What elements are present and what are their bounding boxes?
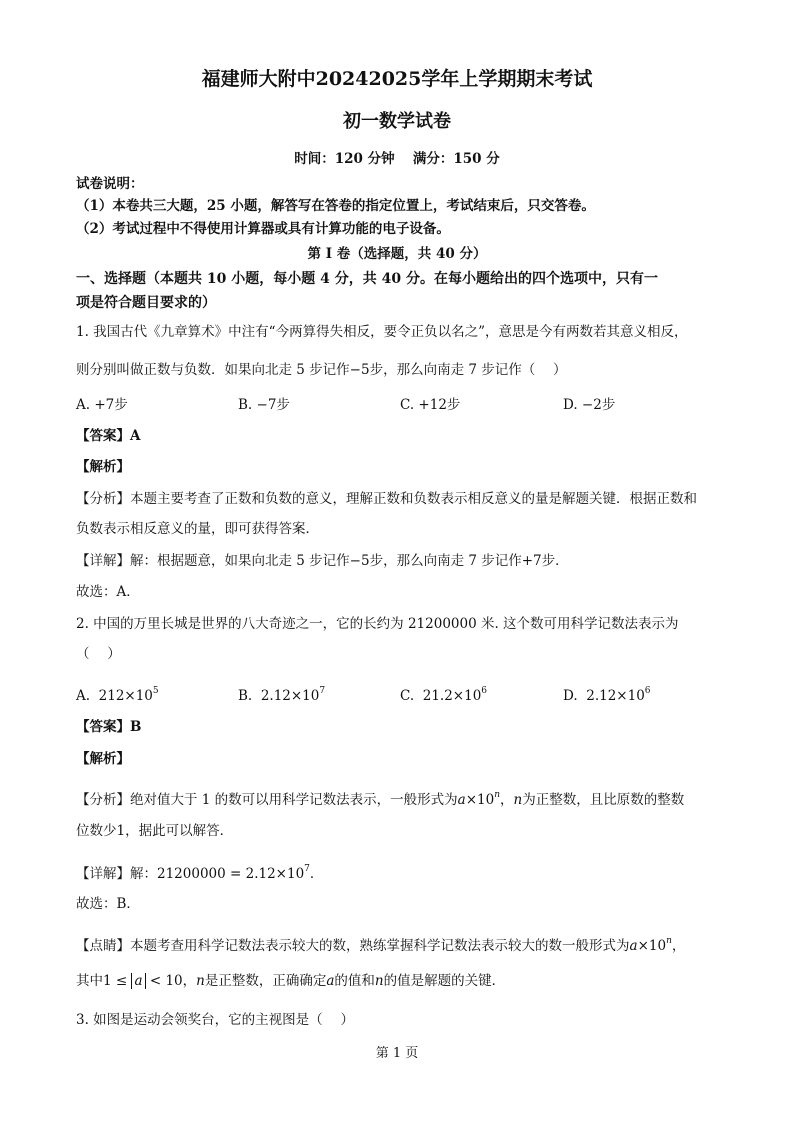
q2-option-d <box>563 682 651 705</box>
q2-answer: 【答案】B <box>76 719 142 735</box>
q2-dianjing-text: 【点睛】本题考查用科学记数法表示较大的数，熟练掌握科学记数法表示较大的数一般形式为 <box>76 938 630 954</box>
q2-qizhong-d: 的值和 <box>334 973 375 989</box>
exam-title: 福建师大附中20242025学年上学期期末考试 <box>201 68 593 90</box>
q2-choose: 故选：B． <box>76 896 140 912</box>
q2-stem-line1: 2. 中国的万里长城是世界的八大奇迹之一，它的长约为 21200000 米. 这个数可用科学记数法表示为 <box>76 616 679 632</box>
q2-option-d-base: 2.12×10 <box>586 688 645 704</box>
q2-fenxi-n: n <box>513 792 523 808</box>
q2-option-b-base: 2.12×10 <box>260 688 320 704</box>
q2-option-d-label: D. <box>563 688 578 704</box>
q2-detail-exp: 7 <box>304 864 310 874</box>
q2-qizhong-a3: a <box>326 973 335 989</box>
section-heading-line2: 项是符合题目要求的） <box>76 295 216 311</box>
q2-option-c <box>400 682 487 705</box>
q2-fenxi-a: 【分析】绝对值大于 1 的数可以用科学记数法表示，一般形式为 <box>76 792 458 808</box>
q1-stem-line2-b: 步，那么向南走 7 步记作（ ） <box>369 362 567 378</box>
section-heading-line1: 一、选择题（本题共 10 小题，每小题 4 分，共 40 分。在每小题给出的四个选项中，只有一 <box>76 271 658 287</box>
q2-option-c-base: 21.2×10 <box>422 688 482 704</box>
q2-fenxi-line2: 位数少1，据此可以解答． <box>76 823 234 839</box>
q2-detail-math: 21200000 = 2.12×10 <box>157 866 305 882</box>
q2-qizhong-b: ， <box>182 973 197 989</box>
q2-option-a-label: A. <box>76 688 91 704</box>
q2-option-b-label: B. <box>238 688 253 704</box>
q2-option-c-label: C. <box>400 688 415 704</box>
q2-stem-line2: （ ） <box>76 646 121 662</box>
q2-option-b-exp: 7 <box>319 686 326 696</box>
q1-neg-five: −5 <box>349 362 370 378</box>
part1-title: 第 I 卷（选择题，共 40 分） <box>307 246 487 262</box>
q2-qizhong-math1: 1 ≤ <box>103 973 132 989</box>
q1-stem-line1: 1. 我国古代《九章算术》中注有“今两算得失相反，要令正负以名之”，意思是今有两数若其意义相反， <box>76 324 688 340</box>
q2-qizhong-a: 其中 <box>76 973 103 989</box>
q2-detail-label: 【详解】解： <box>76 866 157 882</box>
q2-option-d-exp: 6 <box>644 686 651 696</box>
q2-fenxi-b: 为正整数，且比原数的整数 <box>522 792 685 808</box>
q2-fenxi-times: ×10 <box>465 792 495 808</box>
q1-stem-line2-a: 则分别叫做正数与负数．如果向北走 5 步记作 <box>76 362 350 378</box>
q1-fenxi-line2: 负数表示相反意义的量，即可获得答案． <box>76 521 319 537</box>
q2-detail <box>76 860 323 883</box>
q3-stem-line1: 3. 如图是运动会领奖台，它的主视图是（ ） <box>76 1012 354 1028</box>
q2-option-a <box>76 682 159 705</box>
q2-fenxi-exp: n <box>494 790 501 800</box>
q2-qizhong-e: 的值是解题的关键． <box>383 973 506 989</box>
q1-choose: 故选：A． <box>76 584 140 600</box>
q2-dianjing-times: ×10 <box>637 938 667 954</box>
q2-qizhong-math2: < 10 <box>145 973 183 989</box>
instruction-item-1: （1）本卷共三大题，25 小题，解答写在答卷的指定位置上，考试结束后，只交答卷。 <box>76 198 595 214</box>
exam-subtitle: 初一数学试卷 <box>343 111 451 132</box>
q2-option-b <box>238 682 325 705</box>
q1-option-c: C. +12步 <box>400 397 461 413</box>
q1-stem-line2 <box>76 361 567 379</box>
time-score-info: 时间：120 分钟 满分：150 分 <box>294 151 500 167</box>
q2-detail-end: ． <box>309 866 324 882</box>
q2-qizhong-c: 是正整数，正确确定 <box>204 973 327 989</box>
q2-qizhong-n: n <box>196 973 205 989</box>
q1-option-b: B. −7步 <box>238 397 290 413</box>
q2-dianjing-a: a <box>629 938 638 954</box>
instruction-item-2: （2）考试过程中不得使用计算器或具有计算功能的电子设备。 <box>76 221 450 237</box>
q1-fenxi-line1: 【分析】本题主要考查了正数和负数的意义，理解正数和负数表示相反意义的量是解题关键．根据正数和 <box>76 491 697 507</box>
q2-qizhong-n2: n <box>374 973 384 989</box>
q2-option-c-exp: 6 <box>481 686 488 696</box>
page-footer: 第 1 页 <box>375 1046 419 1061</box>
q2-fenxi-a-var: a <box>457 792 466 808</box>
q2-fenxi-line1: 【分析】绝对值大于 1 的数可以用科学记数法表示，一般形式为$a\times 10^n$，n为正整数，且比原数的整数 <box>76 790 685 808</box>
instructions-heading: 试卷说明： <box>76 176 144 192</box>
q2-option-a-exp: 5 <box>152 686 159 696</box>
q1-analysis-label: 【解析】 <box>76 459 130 475</box>
q2-abs-a <box>131 973 145 989</box>
q1-detail: 【详解】解：根据题意，如果向北走 5 步记作−5步，那么向南走 7 步记作+7步． <box>76 553 569 569</box>
q2-dianjing-exp: n <box>666 936 672 946</box>
q1-option-d: D. −2步 <box>563 397 616 413</box>
q1-option-a: A. +7步 <box>76 397 128 413</box>
q1-answer: 【答案】A <box>76 428 141 444</box>
q2-option-a-base: 212×10 <box>98 688 153 704</box>
q2-qizhong <box>76 972 505 990</box>
q2-dianjing <box>76 932 685 955</box>
q2-abs-a-var: a <box>134 973 143 989</box>
q2-analysis-label: 【解析】 <box>76 751 130 767</box>
q2-dianjing-end: ， <box>671 938 686 954</box>
